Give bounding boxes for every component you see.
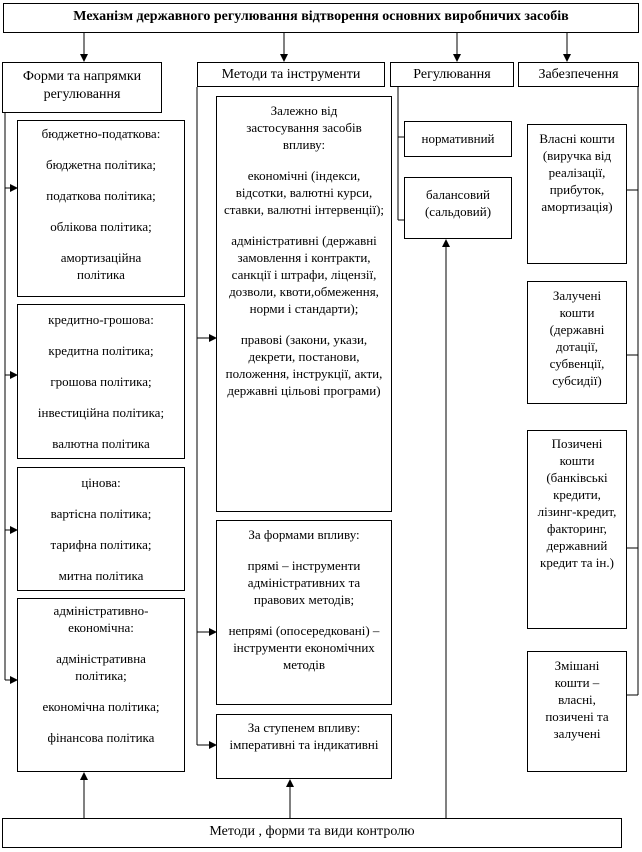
forms-price (17, 467, 185, 591)
methods-economic: економічні (індекси, відсотки, валютні курси, ставки, валютні інтервенції); (223, 168, 385, 217)
provision-attracted-funds-text: Залучені кошти (державні дотації, субвенції, субсидії) (549, 288, 605, 388)
footer-control-text: Методи , форми та види контролю (209, 824, 415, 839)
methods-by-forms (216, 520, 392, 705)
regulation-normative (404, 121, 512, 157)
header-forms-text: Форми та напрямки регулювання (22, 69, 142, 102)
forms-credit-money-item: кредитна політика; (48, 343, 154, 358)
header-provision (518, 62, 639, 87)
header-provision-text: Забезпечення (538, 67, 619, 82)
provision-own-funds-text: Власні кошти (виручка від реалізації, прибуток, амортизація) (539, 131, 615, 214)
header-forms (2, 62, 162, 113)
forms-admin-economic-item: адміністративна політика; (56, 651, 146, 683)
methods-by-degree (216, 714, 392, 779)
forms-credit-money-item: валютна політика (52, 436, 150, 451)
regulation-normative-text: нормативний (421, 131, 495, 146)
forms-admin-economic (17, 598, 185, 772)
provision-borrowed-funds (527, 430, 627, 629)
forms-price-item: митна політика (58, 568, 144, 583)
methods-indirect: непрямі (опосередковані) – інструменти економічних методів (228, 623, 380, 672)
forms-price-item: тарифна політика; (50, 537, 152, 552)
header-regulation (390, 62, 514, 87)
diagram-title (3, 3, 639, 33)
provision-mixed-funds (527, 651, 627, 772)
provision-borrowed-funds-text: Позичені кошти (банківські кредити, лізинг-кредит, факторинг, державний кредит та ін.) (537, 436, 617, 570)
forms-price-item: вартісна політика; (50, 506, 152, 521)
forms-budget-tax-item: амортизаційна політика (60, 250, 142, 282)
methods-by-degree-heading: За ступенем впливу: (247, 720, 361, 735)
methods-by-application (216, 96, 392, 512)
forms-admin-economic-item: економічна політика; (42, 699, 160, 714)
methods-direct: прямі – інструменти адміністративних та правових методів; (247, 558, 361, 607)
provision-attracted-funds (527, 281, 627, 404)
regulation-balance-text: балансовий (сальдовий) (424, 187, 492, 219)
forms-credit-money-heading: кредитно-грошова: (48, 312, 154, 327)
methods-by-application-heading: Залежно від застосування засобів впливу: (246, 103, 362, 152)
header-methods-text: Методи та інструменти (221, 67, 361, 82)
forms-budget-tax-item: податкова політика; (46, 188, 156, 203)
forms-credit-money-item: грошова політика; (50, 374, 152, 389)
methods-by-forms-heading: За формами впливу: (248, 527, 360, 542)
provision-own-funds (527, 124, 627, 264)
methods-administrative: адміністративні (державні замовлення і контракти, санкції і штрафи, ліцензії, дозволи, квоти,обмеження, норми і стандарти); (229, 233, 379, 316)
forms-admin-economic-heading: адміністративно-економічна: (53, 603, 149, 635)
forms-budget-tax-heading: бюджетно-податкова: (41, 126, 161, 141)
header-methods (197, 62, 385, 87)
header-regulation-text: Регулювання (413, 67, 491, 82)
forms-credit-money-item: інвестиційна політика; (37, 405, 165, 420)
forms-budget-tax (17, 120, 185, 297)
forms-price-heading: цінова: (81, 475, 121, 490)
forms-admin-economic-item: фінансова політика (47, 730, 155, 745)
provision-mixed-funds-text: Змішані кошти – власні, позичені та залучені (545, 658, 609, 741)
methods-by-degree-text: імперативні та індикативні (229, 737, 379, 752)
forms-budget-tax-item: бюджетна політика; (45, 157, 157, 172)
footer-control (2, 818, 622, 848)
forms-credit-money (17, 304, 185, 459)
forms-budget-tax-item: облікова політика; (50, 219, 152, 234)
diagram-title-text: Механізм державного регулювання відтворення основних виробничих засобів (73, 9, 569, 24)
methods-legal: правові (закони, укази, декрети, постанови, положення, інструкції, акти, державні цільові програми) (225, 332, 383, 398)
regulation-balance (404, 177, 512, 239)
